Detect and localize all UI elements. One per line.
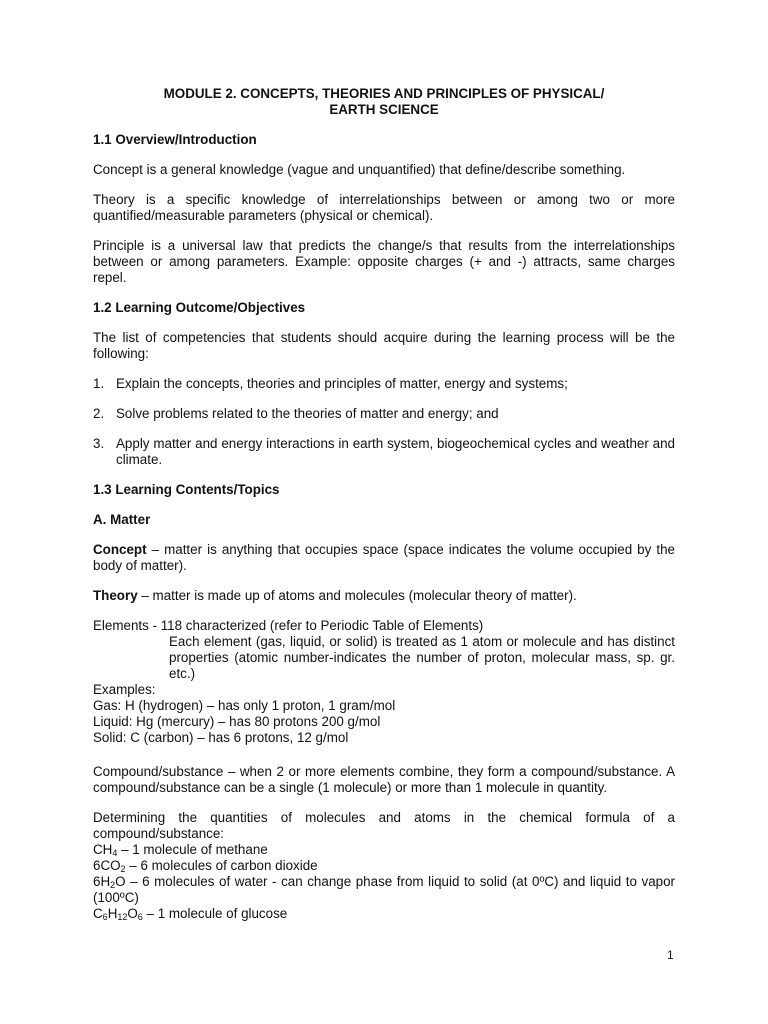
formula-description: O – 6 molecules of water - can change phase from liquid to solid (at 0ºC) and liquid to vapor (100ºC) bbox=[93, 874, 675, 905]
objective-item bbox=[93, 436, 675, 468]
formula-description: – 1 molecule of glucose bbox=[142, 906, 288, 921]
objective-text: Apply matter and energy interactions in earth system, biogeochemical cycles and weather and climate. bbox=[116, 436, 675, 467]
objective-number: 3. bbox=[93, 436, 105, 451]
example-solid: Solid: C (carbon) – has 6 protons, 12 g/mol bbox=[93, 730, 349, 745]
page-number: 1 bbox=[667, 948, 674, 962]
formula-description: – 6 molecules of carbon dioxide bbox=[125, 858, 318, 873]
formula-part: 6H bbox=[93, 874, 111, 889]
determining-paragraph: Determining the quantities of molecules and atoms in the chemical formula of a compound/substance: bbox=[93, 810, 675, 841]
matter-theory-text: – matter is made up of atoms and molecules (molecular theory of matter). bbox=[137, 588, 577, 603]
competencies-intro: The list of competencies that students should acquire during the learning process will be the following: bbox=[93, 330, 675, 361]
principle-paragraph: Principle is a universal law that predicts the change/s that results from the interrelationships between or among parameters. Example: opposite charges (+ and -) attracts, same charges repel. bbox=[93, 238, 675, 285]
objective-number: 1. bbox=[93, 376, 105, 391]
formula-subscript: 6 bbox=[137, 912, 143, 922]
subsection-heading-matter: A. Matter bbox=[93, 512, 151, 527]
elements-line: Elements - 118 characterized (refer to Periodic Table of Elements) bbox=[93, 618, 484, 633]
module-title-line1: MODULE 2. CONCEPTS, THEORIES AND PRINCIPLES OF PHYSICAL/ bbox=[163, 86, 605, 101]
formula-methane bbox=[93, 842, 675, 858]
section-heading-overview: 1.1 Overview/Introduction bbox=[93, 132, 257, 147]
formula-part: H bbox=[107, 906, 118, 921]
formula-subscript: 6 bbox=[102, 912, 108, 922]
formula-part: 6CO bbox=[93, 858, 121, 873]
matter-concept-paragraph bbox=[93, 542, 675, 574]
formula-part: C bbox=[93, 906, 103, 921]
objective-number: 2. bbox=[93, 406, 105, 421]
module-title-line2: EARTH SCIENCE bbox=[329, 102, 439, 117]
example-liquid: Liquid: Hg (mercury) – has 80 protons 200 g/mol bbox=[93, 714, 381, 729]
theory-label: Theory bbox=[93, 588, 138, 603]
theory-paragraph: Theory is a specific knowledge of interrelationships between or among two or more quantified/measurable parameters (physical or chemical). bbox=[93, 192, 675, 223]
formula-subscript: 2 bbox=[120, 864, 126, 874]
objective-text: Solve problems related to the theories of matter and energy; and bbox=[116, 406, 499, 421]
objective-item bbox=[93, 406, 675, 422]
formula-part: O bbox=[127, 906, 138, 921]
formula-glucose bbox=[93, 906, 675, 922]
formula-subscript: 2 bbox=[110, 880, 116, 890]
matter-concept-text: – matter is anything that occupies space (space indicates the volume occupied by the body of matter). bbox=[93, 542, 675, 573]
section-heading-objectives: 1.2 Learning Outcome/Objectives bbox=[93, 300, 306, 315]
objective-item bbox=[93, 376, 675, 392]
matter-theory-paragraph bbox=[93, 588, 675, 604]
formula-water bbox=[93, 874, 675, 906]
formula-part: CH bbox=[93, 842, 113, 857]
formula-subscript: 4 bbox=[112, 848, 118, 858]
concept-label: Concept bbox=[93, 542, 147, 557]
compound-paragraph: Compound/substance – when 2 or more elements combine, they form a compound/substance. A compound/substance can be a single (1 molecule) or more than 1 molecule in quantity. bbox=[93, 764, 675, 795]
elements-indented-text: Each element (gas, liquid, or solid) is treated as 1 atom or molecule and has distinct properties (atomic number-indicates the number of proton, molecular mass, sp. gr. etc.) bbox=[169, 634, 675, 681]
document-page bbox=[93, 86, 675, 922]
example-gas: Gas: H (hydrogen) – has only 1 proton, 1 gram/mol bbox=[93, 698, 396, 713]
objective-text: Explain the concepts, theories and principles of matter, energy and systems; bbox=[116, 376, 568, 391]
formula-subscript: 12 bbox=[117, 912, 128, 922]
formula-carbon-dioxide bbox=[93, 858, 675, 874]
section-heading-contents: 1.3 Learning Contents/Topics bbox=[93, 482, 280, 497]
formula-description: – 1 molecule of methane bbox=[117, 842, 268, 857]
concept-paragraph: Concept is a general knowledge (vague and unquantified) that define/describe something. bbox=[93, 162, 626, 177]
examples-label: Examples: bbox=[93, 682, 156, 697]
